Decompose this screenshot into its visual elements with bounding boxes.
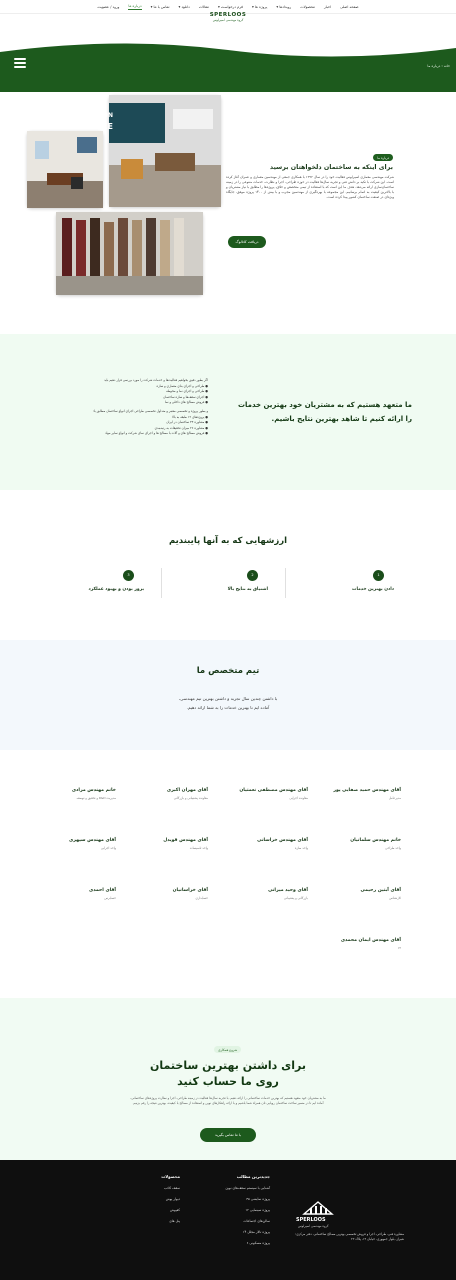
cta-title-line: روی ما حساب کنید: [177, 1075, 279, 1088]
nav-item[interactable]: صفحه اصلی: [340, 4, 359, 9]
team-member-name: آقای احمدی: [89, 888, 116, 893]
site-logo[interactable]: [200, 12, 256, 28]
footer-logo-icon: [300, 1200, 336, 1216]
team-member-name: آقای آبتین رحیمی: [360, 888, 401, 893]
team-member-role: حسابرس: [104, 896, 116, 900]
workspace-illustration: [52, 95, 221, 207]
nav-item[interactable]: درباره ما: [128, 3, 142, 8]
commitment-list: [48, 378, 208, 437]
footer-about: مشاوره فنی، طراحی، اجرا و فروش تخصصی بهترین مصالح ساختمانی. دفتر مرکزی: شیراز، بلوار جمهوری، خیابان ۱۴، پلاک ۲۲: [295, 1232, 404, 1241]
commitment-title: ما متعهد هستیم که به مشتریان خود بهترین خدمات را ارائه کنیم تا شاهد بهترین نتایج باشیم.: [237, 401, 412, 423]
commitment-item: ● پروژه‌های ۱۲ طبقه به بالا: [172, 414, 208, 419]
team-title: تیم متخصص ما: [196, 666, 260, 676]
contact-us-button[interactable]: با ما تماس بگیرید: [200, 1128, 256, 1142]
cta-paragraph: ما به مشتریان خود متعهد هستیم که بهترین خدمات ساختمانی را ارائه دهیم. با تجربه سال‌ها فعالیت در زمینه طراحی، اجرا و نظارت پروژه‌های ساختمانی، آماده ایم تا در مسیر ساخت ساختمان رویایی تان همراه شما باشیم و با ارائه راهکارهای نوین و استفاده از مصالح با کیفیت، بهترین نتیجه را رقم بزنیم.: [130, 1096, 326, 1105]
footer-product-link[interactable]: سقف کاذب: [163, 1186, 180, 1190]
about-badge: درباره ما: [373, 154, 393, 161]
nav-item[interactable]: دانلود ▾: [178, 4, 190, 9]
team-member-card: [198, 888, 308, 900]
commitment-item: ● فروش مصالح های داخلی و نما: [164, 400, 208, 405]
logo-name: SPERLOOS: [209, 12, 247, 18]
about-paragraph: شرکت مهندسی معماری اسپرلوس فعالیت خود را در سال ۱۳۹۲ با همکاری جمعی از مهندسین معماری و عمران آغاز کرده است. این شرکت با تکیه بر دانش فنی و تجربه سال‌ها فعالیت در حوزه طراحی، اجرا و نظارت، خدمات متنوعی را در زمینه ساختمان‌سازی ارائه می‌دهد. هدف ما این است که با استفاده از تیمی متخصص و خلاق، پروژه‌ها را مطابق با نیاز مشتریان و با بالاترین کیفیت به اتمام برسانیم. این مجموعه با بهره‌گیری از مهندسین مجرب و با بیش از ۱۴۰۰ پروژه موفق، جایگاه ویژه‌ای در صنعت ساختمان کشور پیدا کرده است.: [226, 175, 394, 199]
footer-latest-link[interactable]: آشنایی با سیستم سقف‌های نوین: [225, 1186, 270, 1190]
warehouse-photo: [56, 212, 203, 295]
team-member-name: آقای مهندس حمید صفایی پور: [333, 788, 401, 793]
breadcrumb[interactable]: خانه › درباره ما: [427, 64, 450, 68]
commitment-item: ● مشاوره ۲۶ میزان تحقیقات به رتبه‌بندی: [154, 425, 208, 430]
team-member-role: حسابداری: [195, 896, 208, 900]
footer-products-title: محصولات: [161, 1174, 180, 1179]
team-member-name: آقای مهندس خراسانی: [257, 838, 308, 843]
footer-latest-link[interactable]: پروژه مسکونی ۶: [246, 1241, 270, 1245]
catalog-button[interactable]: دریافت کاتالوگ: [228, 236, 266, 248]
commitment-item: ● طراحی و اجرای بنای معماری و سازه: [156, 383, 208, 388]
value-number-badge: 3: [123, 570, 134, 581]
footer-latest-link[interactable]: پروژه سینمایی ۱۲: [245, 1208, 270, 1212]
value-number-badge: 2: [247, 570, 258, 581]
cta-title: [0, 1058, 456, 1090]
footer-latest-title: جدیدترین مطالب: [236, 1174, 270, 1179]
footer-latest-link[interactable]: پروژه تالار مجلل ۱۴: [242, 1230, 270, 1234]
team-member-role: واحد اجرایی: [100, 846, 116, 850]
team-member-role: معاونت پشتیبانی و بازرگانی: [173, 796, 208, 800]
team-member-card: [198, 788, 308, 800]
nav-item[interactable]: اخبار: [323, 4, 332, 9]
logo-subtitle: گروه مهندسی اسپرلوس: [212, 18, 244, 22]
footer-latest-link[interactable]: سالن‌های اجتماعات: [243, 1219, 270, 1223]
values-divider: [161, 568, 162, 598]
menu-hamburger-icon[interactable]: [14, 58, 26, 70]
footer-latest-link[interactable]: پروژه نمایشی ۳۵: [246, 1197, 270, 1201]
team-member-name: آقای مهندس ایمان محمدی: [340, 938, 401, 943]
team-office-photo: [52, 95, 221, 207]
team-member-role: بازرگانی و پشتیبانی: [283, 896, 308, 900]
team-member-name: آقای مهندس مصطفی نعمتیان: [239, 788, 308, 793]
cta-badge: شروع همکاری: [214, 1046, 241, 1053]
team-member-card: [6, 838, 116, 850]
team-member-card: [6, 788, 116, 800]
nav-item[interactable]: مقالات: [198, 4, 209, 9]
team-member-role: واحد طراحی: [385, 846, 401, 850]
team-member-role: IT: [398, 946, 401, 950]
team-member-card: [6, 888, 116, 900]
warehouse-illustration: [56, 212, 203, 295]
footer-product-link[interactable]: دیوار پوش: [165, 1197, 180, 1201]
team-intro: [0, 694, 456, 712]
office-illustration: [27, 131, 103, 208]
site-footer: [0, 1160, 456, 1280]
commitment-item: ● اجرای سقف‌ها و سازه ساختمان: [163, 394, 208, 399]
nav-item[interactable]: رویدادها ▾: [276, 4, 292, 9]
team-member-name: آقای مهران اکبری: [166, 788, 208, 793]
office-photo: [27, 131, 103, 208]
value-label: بروز بودن و بهبود عملکرد: [88, 587, 144, 592]
team-member-name: خانم مهندس سلمانیان: [350, 838, 401, 843]
value-label: اشتیاق به نتایج بالا: [227, 587, 268, 592]
team-member-role: واحد تاسیسات: [189, 846, 208, 850]
nav-item[interactable]: محصولات: [300, 4, 315, 9]
team-member-role: معاونت اجرایی: [289, 796, 308, 800]
team-member-role: واحد سازه: [294, 846, 308, 850]
page-banner: [0, 42, 456, 92]
team-member-name: آقای وحید میرانی: [268, 888, 308, 893]
footer-logo-subtitle: گروه مهندسی اسپرلوس: [298, 1224, 329, 1228]
team-member-role: کارشناس: [389, 896, 401, 900]
footer-logo-name: SPERLOOS: [296, 1217, 326, 1223]
commitment-item: ● فروش مصالح های و آلات با مصالح ها و اجرای نمای شرکت و انواع سایر مواد: [105, 431, 208, 436]
nav-item[interactable]: پروژه ها ▾: [251, 4, 268, 9]
banner-wave-shape: [0, 42, 456, 92]
commitment-item: اگر بطور دقیق بخواهیم فعالیت‌ها و خدمات شرکت را مورد بررسی قرار دهیم باید: [104, 378, 208, 382]
team-member-role: مدیرعامل: [388, 796, 401, 800]
team-intro-line: آماده ایم تا بهترین خدمات را به شما ارائه دهیم.: [186, 705, 270, 710]
footer-product-link[interactable]: کفپوش: [170, 1208, 180, 1212]
value-number-badge: 1: [373, 570, 384, 581]
nav-item[interactable]: ورود / عضویت: [97, 4, 120, 9]
commitment-item: ● مشاوره ۳۴ ساختمان در ایران: [166, 420, 208, 425]
commitment-item: و بطور پروژه و تخصصی معتبر و متداول تخصصی طراحی اجرای انواع ساختمان مطابق با:: [92, 408, 208, 413]
values-title: ارزشهایی که به آنها پایبندیم: [168, 536, 288, 546]
team-member-card: [291, 938, 401, 950]
footer-product-link[interactable]: پنل های: [169, 1219, 180, 1223]
wall-text-work-force: WORK FORCE: [52, 122, 113, 131]
about-title: برای اینکه به ساختمان دلخواهتان برسید: [269, 164, 393, 171]
team-member-role: مدیریت R&D و تحقیق و توسعه: [76, 796, 116, 800]
team-member-name: آقای مهندس سپهری: [69, 838, 116, 843]
values-divider: [285, 568, 286, 598]
team-intro-line: با داشتن چندین سال تجربه و داشتن بهترین تیم مهندسی،: [178, 696, 278, 701]
team-member-card: [198, 838, 308, 850]
nav-item[interactable]: فرم درخواست ▾: [217, 4, 243, 9]
wall-text-your-vision: YOUR VISION: [68, 112, 113, 119]
team-member-name: آقای خراسانیان: [172, 888, 208, 893]
cta-title-line: برای داشتن بهترین ساختمان: [150, 1059, 306, 1072]
team-member-name: آقای مهندس قویدل: [163, 838, 208, 843]
value-label: دادن بهترین خدمات: [352, 587, 394, 592]
team-member-name: خانم مهندس مرادی: [71, 788, 116, 793]
nav-item[interactable]: تماس با ما ▾: [150, 4, 170, 9]
commitment-item: ● طراحی و اجرای نما و محوطه: [166, 389, 208, 394]
